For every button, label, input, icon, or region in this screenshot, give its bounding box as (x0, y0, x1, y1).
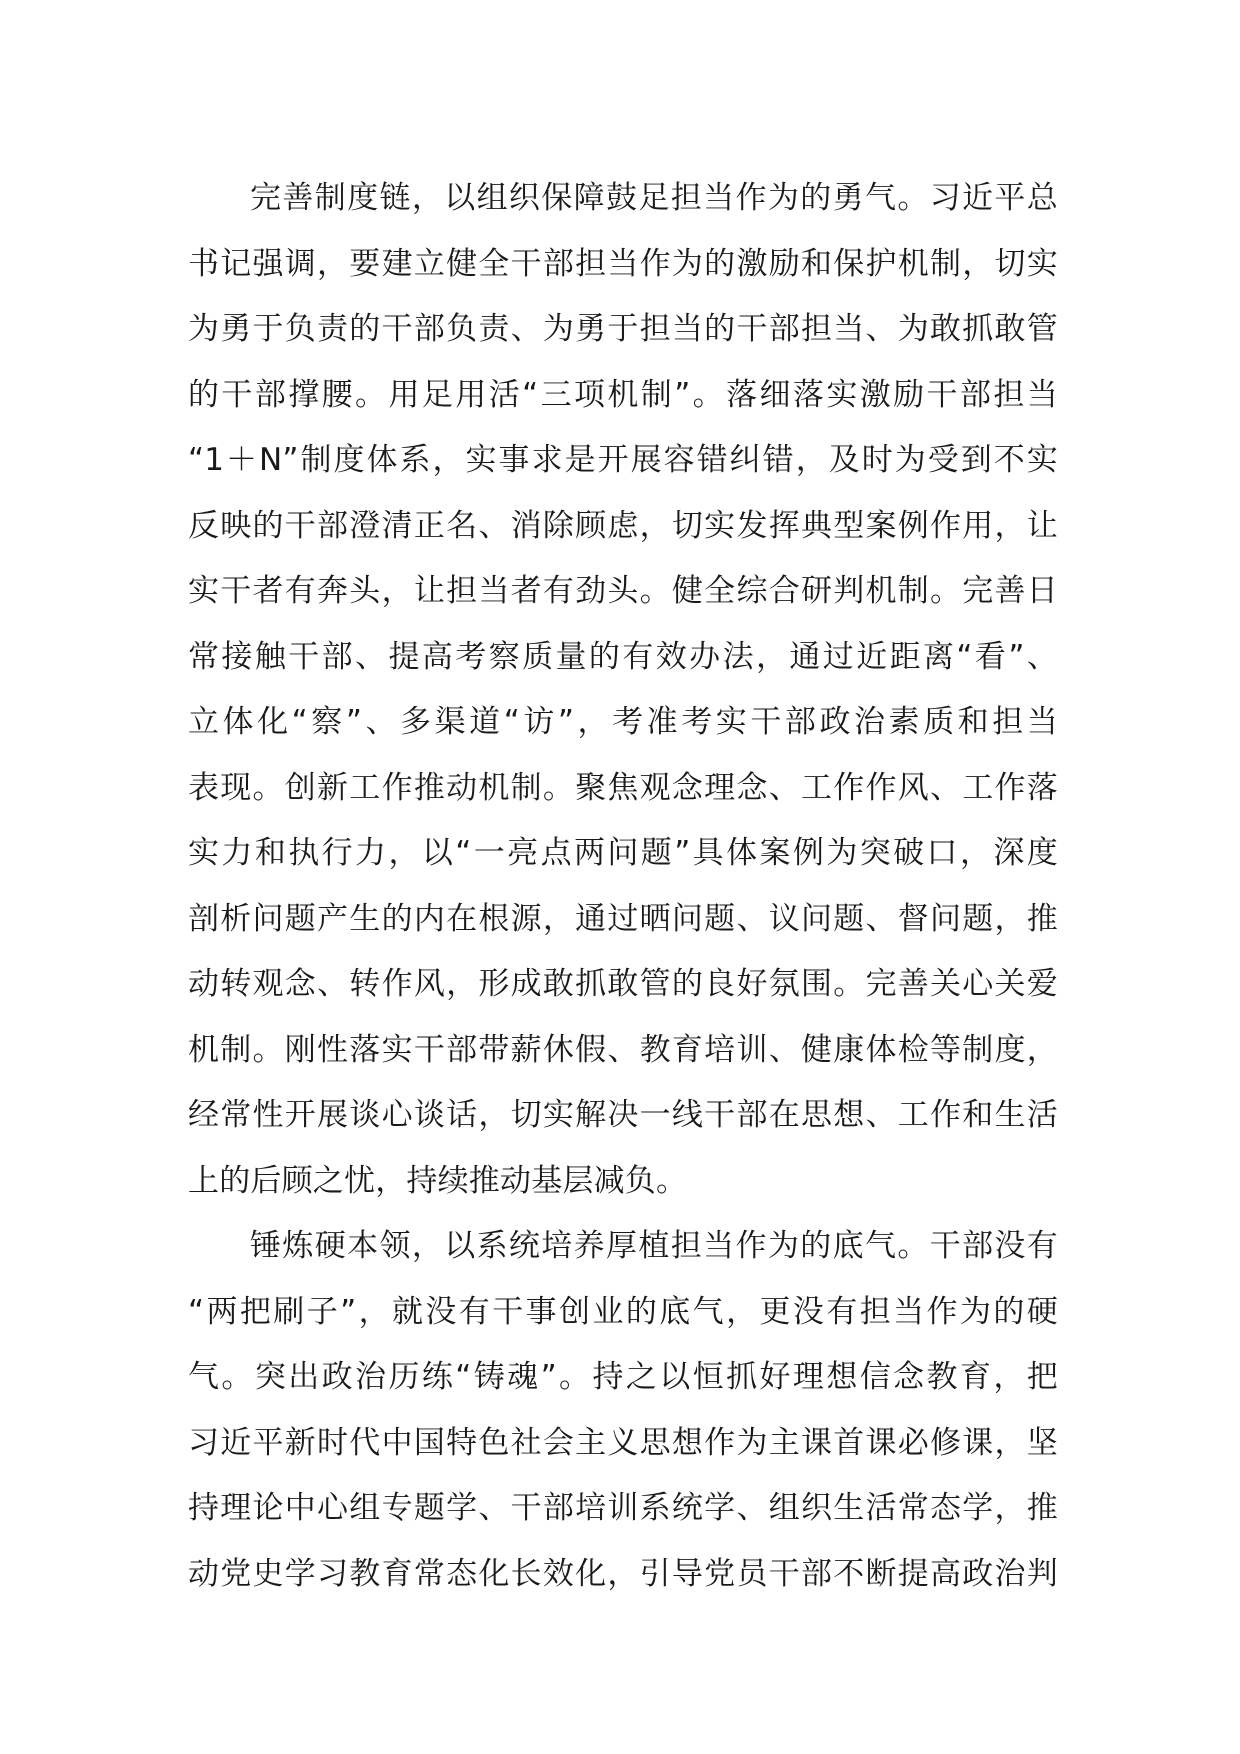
text-line: 表现。创新工作推动机制。聚焦观念理念、工作作风、工作落 (188, 769, 1058, 806)
text-line: 动党史学习教育常态化长效化，引导党员干部不断提高政治判 (188, 1555, 1058, 1592)
document-body (188, 166, 1058, 1607)
text-line: 上的后顾之忧，持续推动基层减负。 (188, 1162, 688, 1199)
text-line: 习近平新时代中国特色社会主义思想作为主课首课必修课，坚 (188, 1424, 1058, 1461)
paragraph-2 (188, 1214, 1058, 1607)
text-line: 实干者有奔头，让担当者有劲头。健全综合研判机制。完善日 (188, 573, 1058, 609)
text-line: 的干部撑腰。用足用活“三项机制”。落细落实激励干部担当 (188, 376, 1058, 413)
text-line: 常接触干部、提高考察质量的有效办法，通过近距离“看”、 (188, 638, 1058, 675)
text-line: 反映的干部澄清正名、消除顾虑，切实发挥典型案例作用，让 (188, 507, 1058, 544)
text-line: 动转观念、转作风，形成敢抓敢管的良好氛围。完善关心关爱 (188, 966, 1058, 1002)
text-line: 立体化“察”、多渠道“访”，考准考实干部政治素质和担当 (188, 704, 1058, 740)
text-line: 气。突出政治历练“铸魂”。持之以恒抓好理想信念教育，把 (188, 1359, 1058, 1395)
text-line: 完善制度链，以组织保障鼓足担当作为的勇气。习近平总 (250, 180, 1058, 216)
text-line: 持理论中心组专题学、干部培训系统学、组织生活常态学，推 (188, 1490, 1058, 1526)
text-line: 机制。刚性落实干部带薪休假、教育培训、健康体检等制度， (188, 1031, 1058, 1068)
paragraph-1 (188, 166, 1058, 1214)
text-line: 经常性开展谈心谈话，切实解决一线干部在思想、工作和生活 (188, 1097, 1058, 1133)
text-line: 剖析问题产生的内在根源，通过晒问题、议问题、督问题，推 (188, 900, 1058, 937)
text-line: 为勇于负责的干部负责、为勇于担当的干部担当、为敢抓敢管 (188, 311, 1058, 347)
text-line: 书记强调，要建立健全干部担当作为的激励和保护机制，切实 (188, 245, 1058, 282)
text-line: 锤炼硬本领，以系统培养厚植担当作为的底气。干部没有 (250, 1228, 1058, 1264)
text-line: 实力和执行力，以“一亮点两问题”具体案例为突破口，深度 (188, 835, 1058, 871)
text-line: “两把刷子”，就没有干事创业的底气，更没有担当作为的硬 (188, 1293, 1058, 1330)
text-line: “1＋N”制度体系，实事求是开展容错纠错，及时为受到不实 (188, 442, 1058, 478)
